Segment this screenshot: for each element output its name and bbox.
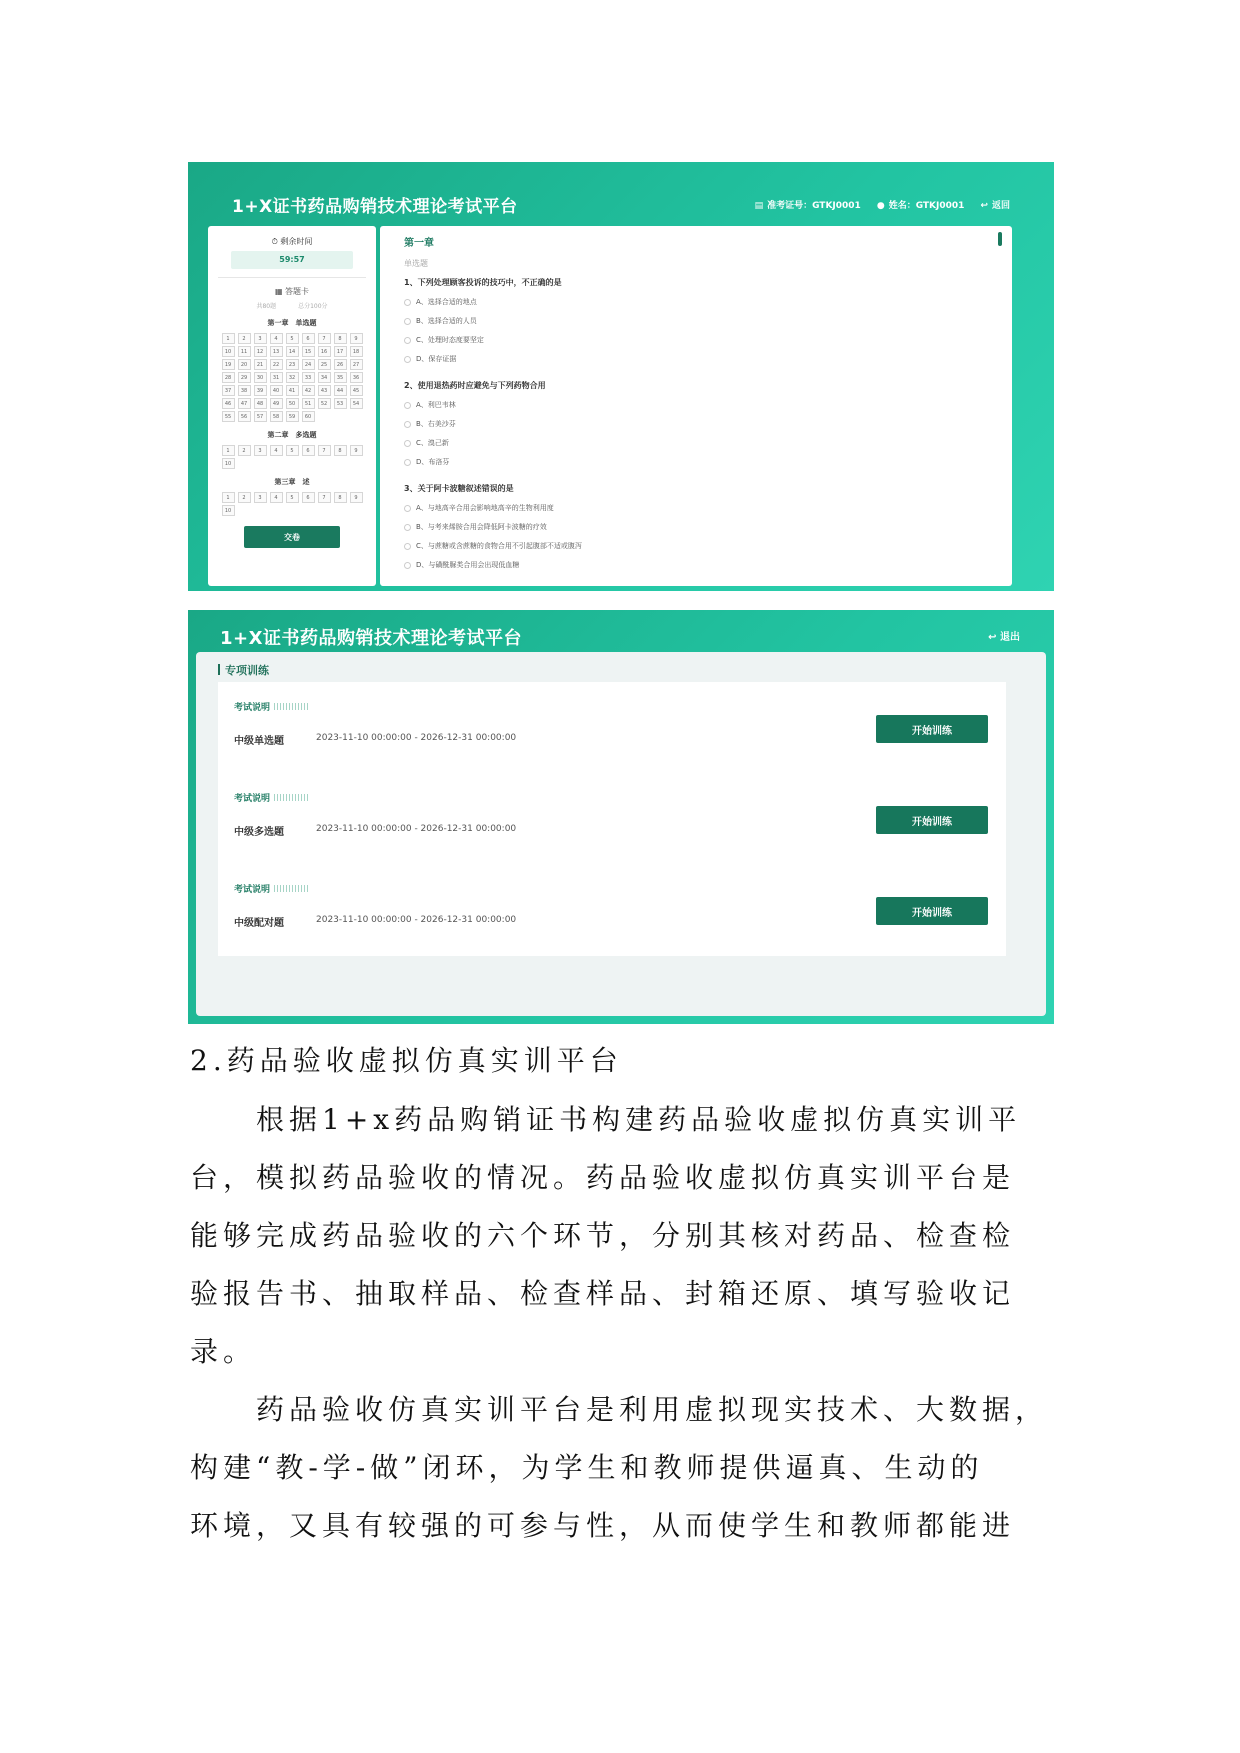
training-card bbox=[218, 773, 1006, 865]
question-number-cell[interactable]: 47 bbox=[238, 398, 251, 409]
answer-option-text: C、与蔗糖或含蔗糖的食物合用不引起腹部不适或腹泻 bbox=[416, 542, 582, 550]
logout-icon: ↩ bbox=[988, 632, 1000, 643]
timer-label bbox=[208, 236, 376, 247]
question-number-cell[interactable]: 2 bbox=[238, 333, 251, 344]
question-number-cell[interactable]: 48 bbox=[254, 398, 267, 409]
exam-note-label: 考试说明 bbox=[234, 885, 271, 895]
answer-option-text: B、右美沙芬 bbox=[416, 420, 456, 428]
question-number-cell[interactable]: 35 bbox=[334, 372, 347, 383]
question-number-cell[interactable]: 21 bbox=[254, 359, 267, 370]
question-number-cell[interactable]: 14 bbox=[286, 346, 299, 357]
question-number-cell[interactable]: 56 bbox=[238, 411, 251, 422]
question-number-cell[interactable]: 1 bbox=[222, 445, 235, 456]
question-number-cell[interactable]: 4 bbox=[270, 445, 283, 456]
question-number-cell[interactable]: 38 bbox=[238, 385, 251, 396]
question-number-cell[interactable]: 25 bbox=[318, 359, 331, 370]
question-number-cell[interactable]: 52 bbox=[318, 398, 331, 409]
question-number-cell[interactable]: 2 bbox=[238, 492, 251, 503]
question-number-cell[interactable]: 6 bbox=[302, 492, 315, 503]
question-number-cell[interactable]: 55 bbox=[222, 411, 235, 422]
training-date-range: 2023-11-10 00:00:00 - 2026-12-31 00:00:00 bbox=[316, 733, 517, 743]
answer-option[interactable] bbox=[404, 560, 1012, 570]
clock-icon: ⏱ bbox=[271, 237, 281, 246]
answer-card-sidebar bbox=[208, 226, 376, 586]
training-area bbox=[196, 652, 1046, 1016]
answer-option-text: D、保存证据 bbox=[416, 355, 457, 363]
body-text-line: 药品验收仿真实训平台是利用虚拟现实技术、大数据， bbox=[190, 1393, 1049, 1426]
answer-option[interactable] bbox=[404, 438, 1012, 448]
answer-section-title: 第三章 述 bbox=[274, 478, 310, 486]
exam-name bbox=[877, 198, 965, 211]
radio-icon bbox=[404, 356, 411, 363]
question-number-cell[interactable]: 59 bbox=[286, 411, 299, 422]
question-number-cell[interactable]: 8 bbox=[334, 445, 347, 456]
question-number-cell[interactable]: 4 bbox=[270, 333, 283, 344]
start-training-button[interactable]: 开始训练 bbox=[876, 715, 988, 743]
question-number-cell[interactable]: 44 bbox=[334, 385, 347, 396]
submit-exam-button[interactable]: 交卷 bbox=[244, 526, 340, 548]
training-screenshot bbox=[188, 610, 1054, 1024]
question-number-cell[interactable]: 5 bbox=[286, 333, 299, 344]
question-title: 1、下列处理顾客投诉的技巧中，不正确的是 bbox=[404, 278, 562, 287]
start-training-button[interactable]: 开始训练 bbox=[876, 897, 988, 925]
training-date-range: 2023-11-10 00:00:00 - 2026-12-31 00:00:00 bbox=[316, 915, 517, 925]
question-number-cell[interactable]: 10 bbox=[222, 505, 235, 516]
exam-platform-title: 1+X证书药品购销技术理论考试平台 bbox=[232, 197, 518, 217]
training-platform-title: 1+X证书药品购销技术理论考试平台 bbox=[220, 628, 522, 649]
question-number-cell[interactable]: 19 bbox=[222, 359, 235, 370]
answer-option-text: B、选择合适的人员 bbox=[416, 317, 477, 325]
radio-icon bbox=[404, 543, 411, 550]
question-number-cell[interactable]: 42 bbox=[302, 385, 315, 396]
timer-value: 59:57 bbox=[231, 251, 353, 269]
answer-section-title: 第一章 单选题 bbox=[267, 319, 317, 327]
question-number-cell[interactable]: 7 bbox=[318, 445, 331, 456]
question-number-cell[interactable]: 20 bbox=[238, 359, 251, 370]
question-title: 2、使用退热药时应避免与下列药物合用 bbox=[404, 381, 546, 390]
question-title: 3、关于阿卡波糖叙述错误的是 bbox=[404, 484, 514, 493]
body-text-line: 录。 bbox=[190, 1335, 257, 1368]
answer-option[interactable] bbox=[404, 316, 1012, 326]
answer-option-text: A、利巴韦林 bbox=[416, 401, 456, 409]
question-number-cell[interactable]: 15 bbox=[302, 346, 315, 357]
radio-icon bbox=[404, 440, 411, 447]
answer-card-summary bbox=[208, 301, 376, 310]
training-name: 中级配对题 bbox=[234, 918, 284, 929]
back-label: 返回 bbox=[991, 201, 1010, 211]
question-number-cell[interactable]: 26 bbox=[334, 359, 347, 370]
answer-option[interactable] bbox=[404, 541, 1012, 551]
question-number-cell[interactable]: 1 bbox=[222, 492, 235, 503]
question-number-cell[interactable]: 6 bbox=[302, 445, 315, 456]
answer-option-text: A、与地高辛合用会影响地高辛的生物利用度 bbox=[416, 504, 554, 512]
question-number-cell[interactable]: 36 bbox=[350, 372, 363, 383]
section-title-text: 专项训练 bbox=[225, 664, 269, 677]
question-number-cell[interactable]: 7 bbox=[318, 492, 331, 503]
question-number-cell[interactable]: 28 bbox=[222, 372, 235, 383]
question-number-cell[interactable]: 9 bbox=[350, 492, 363, 503]
radio-icon bbox=[404, 318, 411, 325]
question-number-cell[interactable]: 18 bbox=[350, 346, 363, 357]
question-number-cell[interactable]: 3 bbox=[254, 333, 267, 344]
question-number-cell[interactable]: 45 bbox=[350, 385, 363, 396]
chapter-title: 第一章 bbox=[404, 238, 434, 249]
answer-option-text: D、布洛芬 bbox=[416, 458, 450, 466]
answer-option[interactable] bbox=[404, 354, 1012, 364]
answer-card-title-text: 答题卡 bbox=[285, 287, 310, 296]
answer-grid bbox=[208, 445, 376, 469]
answer-section-title: 第二章 多选题 bbox=[267, 431, 317, 439]
exam-name-text: 姓名：GTKJ0001 bbox=[888, 201, 965, 211]
exam-note[interactable] bbox=[234, 700, 310, 713]
body-text-line: 环境，又具有较强的可参与性，从而使学生和教师都能进 bbox=[190, 1509, 1016, 1542]
question-number-cell[interactable]: 41 bbox=[286, 385, 299, 396]
question-number-cell[interactable]: 34 bbox=[318, 372, 331, 383]
question-number-cell[interactable]: 54 bbox=[350, 398, 363, 409]
id-card-icon: ▤ bbox=[754, 201, 764, 211]
question-type: 单选题 bbox=[404, 259, 428, 268]
divider bbox=[218, 277, 366, 278]
exam-note[interactable] bbox=[234, 791, 310, 804]
answer-card-sections bbox=[208, 318, 376, 516]
radio-icon bbox=[404, 299, 411, 306]
answer-option[interactable] bbox=[404, 503, 1012, 513]
dots-decoration bbox=[274, 885, 310, 892]
question-list bbox=[380, 277, 1012, 578]
question-number-cell[interactable]: 30 bbox=[254, 372, 267, 383]
question-number-cell[interactable]: 37 bbox=[222, 385, 235, 396]
exam-screenshot bbox=[188, 162, 1054, 591]
question-number-cell[interactable]: 2 bbox=[238, 445, 251, 456]
question-number-cell[interactable]: 50 bbox=[286, 398, 299, 409]
question-number-cell[interactable]: 9 bbox=[350, 445, 363, 456]
section-heading: 2.药品验收虚拟仿真实训平台 bbox=[190, 1044, 623, 1077]
exam-id bbox=[755, 198, 861, 211]
question-number-cell[interactable]: 4 bbox=[270, 492, 283, 503]
exam-top-info bbox=[755, 198, 1010, 211]
question-number-cell[interactable]: 58 bbox=[270, 411, 283, 422]
answer-option-text: C、处理时态度要坚定 bbox=[416, 336, 484, 344]
question-number-cell[interactable]: 49 bbox=[270, 398, 283, 409]
question-number-cell[interactable]: 11 bbox=[238, 346, 251, 357]
training-card bbox=[218, 682, 1006, 774]
question-number-cell[interactable]: 3 bbox=[254, 492, 267, 503]
radio-icon bbox=[404, 402, 411, 409]
question-number-cell[interactable]: 24 bbox=[302, 359, 315, 370]
answer-option-text: D、与磺酰脲类合用会出现低血糖 bbox=[416, 561, 520, 569]
start-training-button[interactable]: 开始训练 bbox=[876, 806, 988, 834]
question-number-cell[interactable]: 39 bbox=[254, 385, 267, 396]
training-name: 中级多选题 bbox=[234, 827, 284, 838]
training-date-range: 2023-11-10 00:00:00 - 2026-12-31 00:00:00 bbox=[316, 824, 517, 834]
question-number-cell[interactable]: 7 bbox=[318, 333, 331, 344]
exam-note-label: 考试说明 bbox=[234, 703, 271, 713]
answer-option-text: C、溴己新 bbox=[416, 439, 449, 447]
question-number-cell[interactable]: 5 bbox=[286, 445, 299, 456]
question-number-cell[interactable]: 3 bbox=[254, 445, 267, 456]
training-name: 中级单选题 bbox=[234, 736, 284, 747]
question-panel bbox=[380, 226, 1012, 586]
training-card bbox=[218, 864, 1006, 956]
answer-option[interactable] bbox=[404, 335, 1012, 345]
question-number-cell[interactable]: 5 bbox=[286, 492, 299, 503]
answer-option[interactable] bbox=[404, 522, 1012, 532]
body-text-line: 台，模拟药品验收的情况。药品验收虚拟仿真实训平台是 bbox=[190, 1161, 1016, 1194]
section-title bbox=[218, 662, 269, 678]
question-number-cell[interactable]: 10 bbox=[222, 458, 235, 469]
question-number-cell[interactable]: 8 bbox=[334, 333, 347, 344]
question-number-cell[interactable]: 12 bbox=[254, 346, 267, 357]
question-number-cell[interactable]: 10 bbox=[222, 346, 235, 357]
total-score: 总分100分 bbox=[298, 303, 328, 310]
question-number-cell[interactable]: 33 bbox=[302, 372, 315, 383]
question-number-cell[interactable]: 46 bbox=[222, 398, 235, 409]
answer-option[interactable] bbox=[404, 419, 1012, 429]
exam-note-label: 考试说明 bbox=[234, 794, 271, 804]
answer-option[interactable] bbox=[404, 400, 1012, 410]
question-number-cell[interactable]: 27 bbox=[350, 359, 363, 370]
radio-icon bbox=[404, 337, 411, 344]
question-number-cell[interactable]: 22 bbox=[270, 359, 283, 370]
question-number-cell[interactable]: 16 bbox=[318, 346, 331, 357]
body-text-line: 构建“教-学-做”闭环，为学生和教师提供逼真、生动的 bbox=[190, 1451, 984, 1484]
timer-label-text: 剩余时间 bbox=[280, 237, 313, 246]
answer-grid bbox=[208, 492, 376, 516]
question-number-cell[interactable]: 57 bbox=[254, 411, 267, 422]
question-number-cell[interactable]: 9 bbox=[350, 333, 363, 344]
answer-option[interactable] bbox=[404, 457, 1012, 467]
question-number-cell[interactable]: 53 bbox=[334, 398, 347, 409]
question-number-cell[interactable]: 43 bbox=[318, 385, 331, 396]
radio-icon bbox=[404, 421, 411, 428]
dots-decoration bbox=[274, 794, 310, 801]
scrollbar[interactable] bbox=[998, 232, 1002, 246]
logout-label: 退出 bbox=[1000, 632, 1020, 643]
radio-icon bbox=[404, 459, 411, 466]
question-number-cell[interactable]: 32 bbox=[286, 372, 299, 383]
radio-icon bbox=[404, 524, 411, 531]
back-button[interactable] bbox=[980, 198, 1010, 211]
answer-option-text: B、与考来烯胺合用会降低阿卡波糖的疗效 bbox=[416, 523, 547, 531]
question-number-cell[interactable]: 1 bbox=[222, 333, 235, 344]
question-number-cell[interactable]: 13 bbox=[270, 346, 283, 357]
section-marker bbox=[218, 664, 220, 675]
answer-option[interactable] bbox=[404, 297, 1012, 307]
radio-icon bbox=[404, 505, 411, 512]
question-number-cell[interactable]: 40 bbox=[270, 385, 283, 396]
question-number-cell[interactable]: 23 bbox=[286, 359, 299, 370]
answer-card-title bbox=[208, 286, 376, 297]
body-text-line: 能够完成药品验收的六个环节，分别其核对药品、检查检 bbox=[190, 1219, 1016, 1252]
exam-id-text: 准考证号：GTKJ0001 bbox=[767, 201, 861, 211]
question-number-cell[interactable]: 8 bbox=[334, 492, 347, 503]
body-text-line: 根据1+x药品购销证书构建药品验收虚拟仿真实训平 bbox=[190, 1103, 1022, 1136]
user-icon: ● bbox=[876, 201, 885, 211]
answer-option-text: A、选择合适的地点 bbox=[416, 298, 477, 306]
body-text-line: 验报告书、抽取样品、检查样品、封箱还原、填写验收记 bbox=[190, 1277, 1016, 1310]
logout-button[interactable] bbox=[988, 628, 1020, 643]
question-number-cell[interactable]: 6 bbox=[302, 333, 315, 344]
question-number-cell[interactable]: 17 bbox=[334, 346, 347, 357]
question-number-cell[interactable]: 29 bbox=[238, 372, 251, 383]
question-number-cell[interactable]: 31 bbox=[270, 372, 283, 383]
question-number-cell[interactable]: 51 bbox=[302, 398, 315, 409]
exam-note[interactable] bbox=[234, 882, 310, 895]
question-number-cell[interactable]: 60 bbox=[302, 411, 315, 422]
back-arrow-icon: ↩ bbox=[980, 201, 988, 211]
dots-decoration bbox=[274, 703, 310, 710]
total-questions: 共80题 bbox=[256, 303, 277, 310]
card-icon: ▦ bbox=[274, 287, 286, 296]
radio-icon bbox=[404, 562, 411, 569]
answer-grid bbox=[208, 333, 376, 422]
